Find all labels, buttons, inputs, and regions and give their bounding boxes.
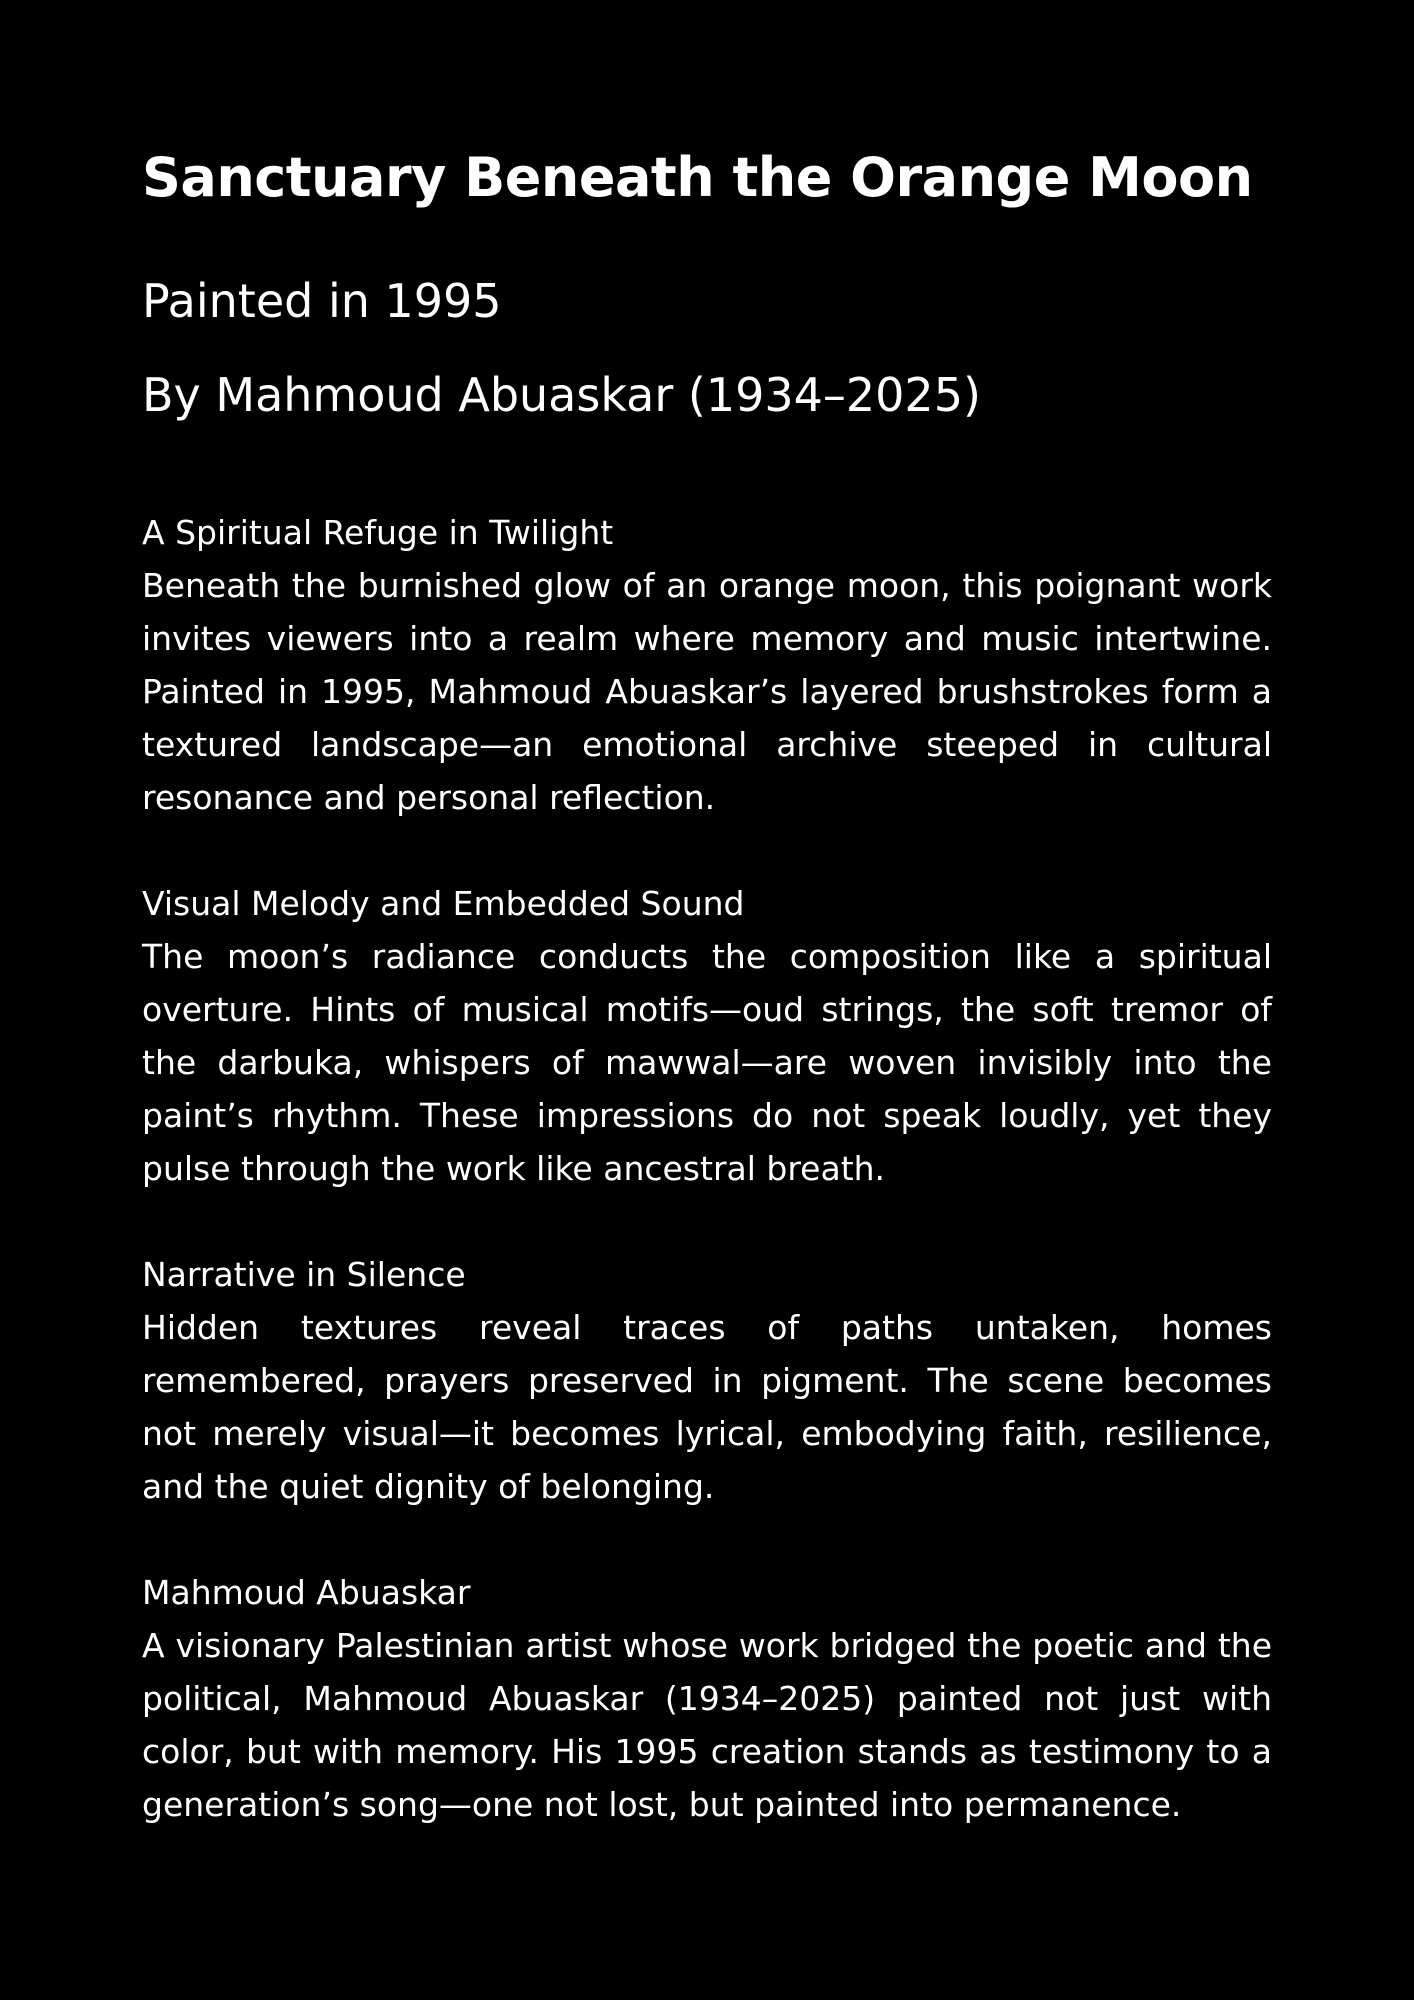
section-heading: Mahmoud Abuaskar (142, 1573, 471, 1612)
section-body: A visionary Palestinian artist whose work bridged the poetic and the political, Mahmoud Abuaskar (1934–2025) painted not just with color, but with memory. His 1995 creation stands as testimony to a generation’s song—one not lost, but painted into permanence. (142, 1626, 1272, 1824)
section-body: Beneath the burnished glow of an orange moon, this poignant work invites viewers into a realm where memory and music intertwine. Painted in 1995, Mahmoud Abuaskar’s layered brushstrokes form a textured landscape—an emotional archive steeped in cultural resonance and personal reflection. (142, 566, 1272, 817)
section-spiritual-refuge (142, 506, 1272, 824)
document-page (142, 140, 1272, 1884)
artwork-meta (142, 254, 1272, 442)
section-heading: Narrative in Silence (142, 1255, 466, 1294)
section-narrative-silence (142, 1248, 1272, 1513)
section-visual-melody (142, 877, 1272, 1195)
section-body: The moon’s radiance conducts the composition like a spiritual overture. Hints of musical motifs—oud strings, the soft tremor of the darbuka, whispers of mawwal—are woven invisibly into the paint’s rhythm. These impressions do not speak loudly, yet they pulse through the work like ancestral breath. (142, 937, 1272, 1188)
artist-byline: By Mahmoud Abuaskar (1934–2025) (142, 368, 981, 422)
section-artist-bio (142, 1566, 1272, 1831)
sections (142, 506, 1272, 1831)
painted-date: Painted in 1995 (142, 274, 502, 328)
page-title: Sanctuary Beneath the Orange Moon (142, 146, 1253, 209)
section-heading: A Spiritual Refuge in Twilight (142, 513, 614, 552)
section-heading: Visual Melody and Embedded Sound (142, 884, 745, 923)
section-body: Hidden textures reveal traces of paths untaken, homes remembered, prayers preserved in pigment. The scene becomes not merely visual—it becomes lyrical, embodying faith, resilience, and the quiet dignity of belonging. (142, 1308, 1272, 1506)
